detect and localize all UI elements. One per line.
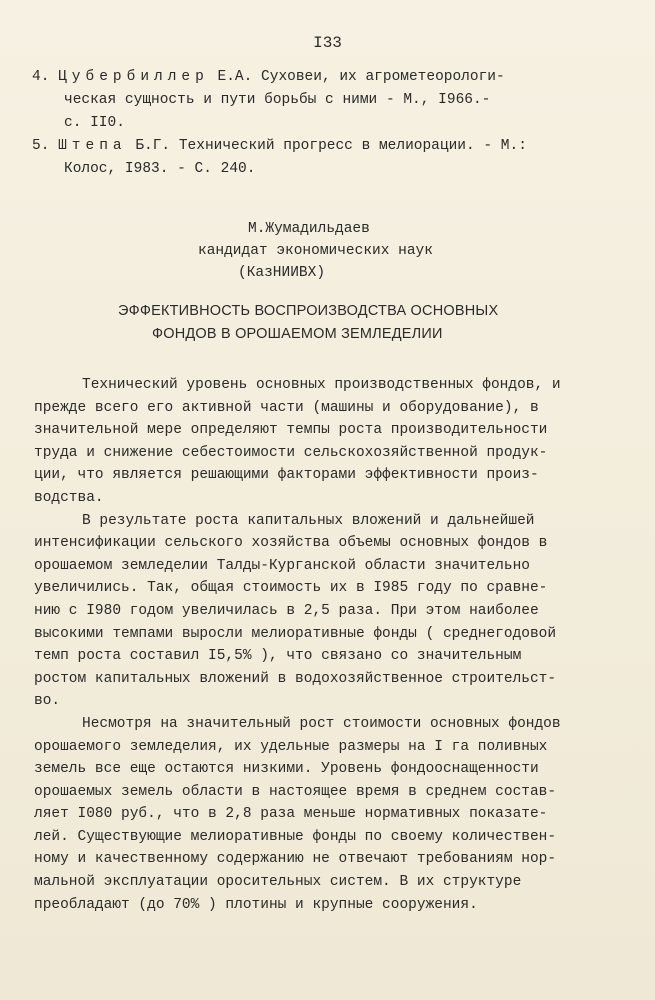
paragraph [34,374,604,510]
author-name: М.Жумадильдаев [248,221,370,237]
reference-initials: Б.Г. [135,138,171,154]
title-line: ЭФФЕКТИВНОСТЬ ВОСПРОИЗВОДСТВА ОСНОВНЫХ [118,303,499,319]
text-line: ростом капитальных вложений в водохозяйственное строительст- [34,670,557,687]
reference-title: Технический прогресс в мелиорации. - М.: [178,138,527,154]
text-line: во. [34,693,61,710]
reference-author: Цубербиллер [58,69,209,85]
text-line: ляет I080 руб., что в 2,8 раза меньше нормативных показате- [34,806,548,823]
reference-line: ческая сущность и пути борьбы с ними - М., I966.- [64,92,491,108]
text-line: преобладают (до 70% ) плотины и крупные сооружения. [34,896,478,913]
text-line: интенсификации сельского хозяйства объемы основных фондов в [34,535,548,552]
reference-initials: Е.А. [217,69,253,85]
text-line: водства. [34,489,104,506]
references-list [32,66,632,181]
text-line: Несмотря на значительный рост стоимости основных фондов [82,715,561,732]
reference-item [32,66,632,135]
text-line: труда и снижение себестоимости сельскохозяйственной продук- [34,444,548,461]
author-block [0,218,655,284]
text-line: высокими темпами выросли мелиоративные фонды ( среднегодовой [34,625,557,642]
reference-line: с. II0. [64,115,125,131]
reference-number: 5. [32,138,50,154]
reference-line: Колос, I983. - С. 240. [64,161,256,177]
paragraph [34,713,604,916]
text-line: прежде всего его активной части (машины и оборудование), в [34,399,539,416]
text-line: орошаемых земель области в настоящее время в среднем состав- [34,783,557,800]
reference-item [32,135,632,181]
text-line: орошаемого земледелия, их удельные размеры на I га поливных [34,738,548,755]
text-line: значительной мере определяют темпы роста производительности [34,422,548,439]
paragraph [34,510,604,713]
text-line: Технический уровень основных производственных фондов, и [82,377,561,393]
reference-number: 4. [32,69,50,85]
reference-author: Штепа [58,138,127,154]
text-line: ции, что является решающими факторами эффективности произ- [34,467,539,484]
text-line: орошаемом земледелии Талды-Курганской области значительно [34,557,530,574]
text-line: лей. Существующие мелиоративные фонды по своему количествен- [34,828,557,845]
text-line: мальной эксплуатации оросительных систем. В их структуре [34,874,522,891]
text-line: В результате роста капитальных вложений и дальнейшей [82,512,535,529]
text-line: темп роста составил I5,5% ), что связано со значительным [34,648,522,665]
author-institution: (КазНИИВХ) [238,265,326,281]
text-line: увеличились. Так, общая стоимость их в I985 году по сравне- [34,580,548,597]
body-text [34,374,604,916]
reference-title: Суховеи, их агрометеорологи- [261,69,505,85]
text-line: нию с I980 годом увеличилась в 2,5 раза. При этом наиболее [34,602,539,619]
title-line: ФОНДОВ В ОРОШАЕМОМ ЗЕМЛЕДЕЛИИ [152,326,443,342]
text-line: земель все еще остаются низкими. Уровень фондооснащенности [34,761,539,778]
article-title [0,300,655,346]
text-line: ному и качественному содержанию не отвечают требованиям нор- [34,851,557,868]
author-degree: кандидат экономических наук [198,243,433,259]
page-number: I33 [313,34,342,52]
